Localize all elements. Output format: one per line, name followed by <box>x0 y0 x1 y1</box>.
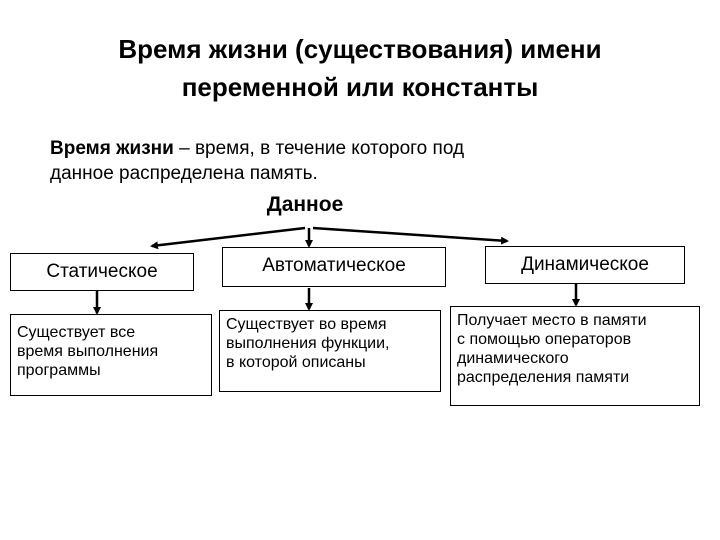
category-static <box>10 253 194 291</box>
description-dynamic <box>450 306 700 406</box>
description-line: Получает место в памяти <box>457 312 647 329</box>
description-line: программы <box>17 362 101 379</box>
category-dynamic-label: Динамическое <box>521 254 649 275</box>
definition-text-part-1: – время, в течение которого под <box>173 138 465 159</box>
description-line: динамического <box>457 350 569 367</box>
description-line: с помощью операторов <box>457 331 632 348</box>
definition-line-2: данное распределена память. <box>50 163 318 184</box>
title-line-1: Время жизни (существования) имени <box>118 34 602 64</box>
description-line: в которой описаны <box>226 354 366 371</box>
description-line: Существует во время <box>226 316 387 333</box>
definition-term: Время жизни <box>50 138 174 159</box>
description-line: Существует все <box>17 324 136 341</box>
description-static <box>10 314 212 396</box>
root-node-label: Данное <box>266 193 344 216</box>
description-line: время выполнения <box>17 343 159 360</box>
description-line: распределения памяти <box>457 369 630 386</box>
category-dynamic <box>485 246 685 284</box>
arrow-root-to-static <box>152 228 305 246</box>
title-line-2: переменной или константы <box>181 72 539 102</box>
category-automatic-label: Автоматическое <box>262 255 406 276</box>
category-static-label: Статическое <box>46 261 158 282</box>
arrow-root-to-dynamic <box>313 228 507 241</box>
description-line: выполнения функции, <box>226 335 390 352</box>
category-automatic <box>222 247 446 287</box>
description-automatic <box>219 310 441 392</box>
